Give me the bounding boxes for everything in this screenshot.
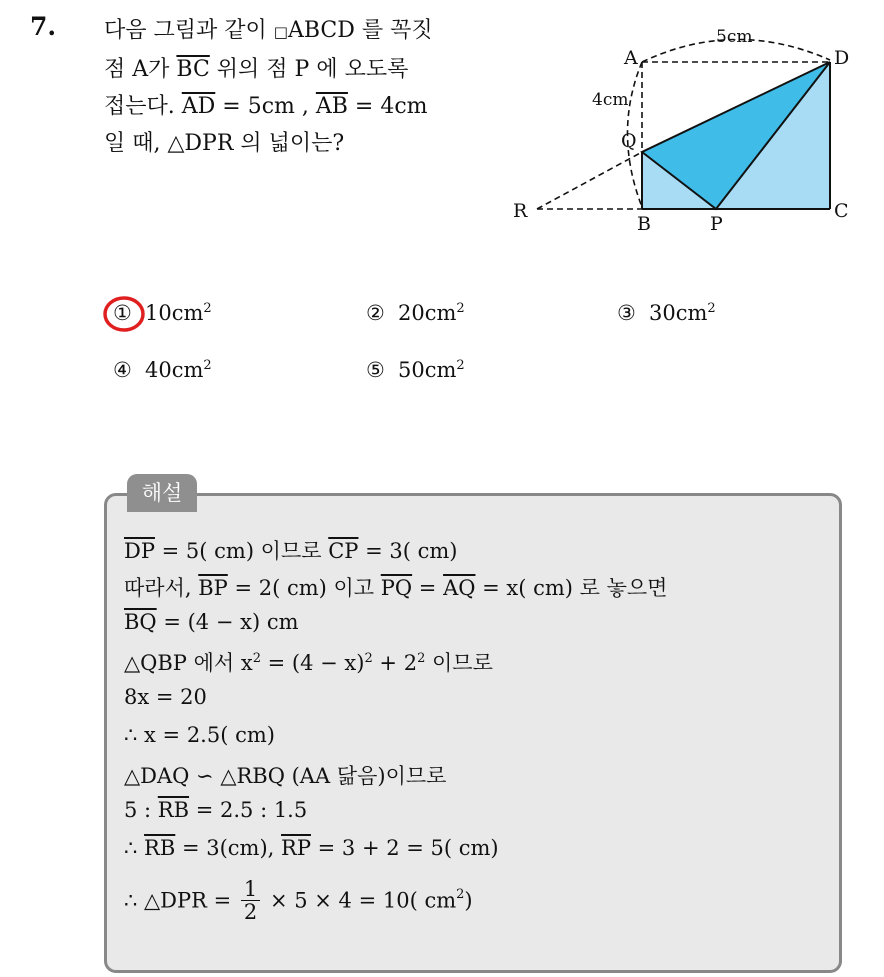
text: = 4cm	[347, 94, 428, 119]
segment: $\overline{BP}$	[198, 576, 228, 600]
text: ∴ △DPR =	[124, 888, 238, 913]
text: 위의 점 P 에 오도록	[209, 57, 409, 82]
solution-line-8	[124, 798, 307, 822]
solution-line-3	[124, 610, 299, 634]
text: = (4 − x)	[260, 651, 365, 675]
label-d: D	[834, 47, 850, 69]
text: )	[464, 888, 473, 913]
text: ABCD 를 꼭짓	[287, 18, 433, 43]
dashed-rq	[537, 152, 642, 209]
text: = 3(cm),	[175, 836, 282, 860]
question-line-4: 일 때, △DPR 의 넓이는?	[104, 131, 345, 156]
question-text	[104, 12, 494, 162]
choice-5-sup: 2	[456, 358, 465, 373]
segment: $\overline{AQ}$	[443, 576, 476, 600]
text: = 3( cm)	[358, 539, 458, 563]
choice-1-value: 10cm	[145, 301, 204, 325]
choice-1-mark: ①	[113, 301, 132, 325]
segment-ab: $\overline{AB}$	[315, 94, 348, 119]
choice-4[interactable]	[113, 358, 212, 382]
label-4cm: 4cm	[592, 90, 629, 110]
segment: $\overline{PQ}$	[380, 576, 413, 600]
choice-4-mark: ④	[113, 358, 132, 382]
choice-3[interactable]	[617, 301, 716, 325]
label-p: P	[710, 213, 723, 235]
choice-2-value: 20cm	[398, 301, 457, 325]
text: =	[412, 576, 444, 600]
text: 접는다.	[104, 94, 182, 119]
text: 따라서,	[124, 576, 199, 600]
choice-2[interactable]	[366, 301, 465, 325]
question-line-3	[104, 88, 494, 125]
numerator: 1	[241, 878, 260, 901]
label-a: A	[624, 47, 638, 69]
solution-line-5: 8x = 20	[124, 685, 207, 709]
segment: $\overline{CP}$	[328, 539, 359, 563]
choice-2-mark: ②	[366, 301, 385, 325]
solution-line-7: △DAQ ∽ △RBQ (AA 닮음)이므로	[124, 764, 447, 788]
text: = 2( cm) 이고	[227, 576, 381, 600]
choice-4-value: 40cm	[145, 358, 204, 382]
text: △QBP 에서 x	[124, 651, 253, 675]
question-line-2	[104, 51, 494, 88]
choice-5[interactable]	[366, 358, 465, 382]
choice-2-sup: 2	[456, 301, 465, 316]
question-line-1	[104, 12, 494, 51]
text: + 2	[372, 651, 418, 675]
question-number: 7.	[30, 12, 57, 41]
square-symbol: □	[273, 23, 288, 41]
choice-3-mark: ③	[617, 301, 636, 325]
text: = 3 + 2 = 5( cm)	[310, 836, 499, 860]
text: = 2.5 : 1.5	[189, 798, 308, 822]
text: = 5cm ,	[215, 94, 316, 119]
text: = 5( cm) 이므로	[154, 539, 329, 563]
text: 다음 그림과 같이	[104, 18, 274, 43]
text: 5 :	[124, 798, 158, 822]
text: 이므로	[425, 651, 493, 675]
segment: $\overline{RB}$	[157, 798, 190, 822]
choice-1-sup: 2	[203, 301, 212, 316]
choice-3-value: 30cm	[649, 301, 708, 325]
solution-line-2	[124, 572, 667, 602]
label-q: Q	[621, 130, 637, 152]
segment: $\overline{RP}$	[281, 836, 311, 860]
choice-3-sup: 2	[707, 301, 716, 316]
segment-ad: $\overline{AD}$	[181, 94, 216, 119]
label-c: C	[834, 200, 849, 222]
solution-line-6: ∴ x = 2.5( cm)	[124, 723, 275, 747]
text: ∴	[124, 836, 145, 860]
denominator: 2	[243, 900, 258, 924]
exponent: 2	[252, 651, 261, 666]
segment-bc: $\overline{BC}$	[176, 57, 210, 82]
fraction-one-half	[241, 878, 260, 923]
label-r: R	[513, 200, 528, 222]
geometry-figure	[505, 22, 865, 252]
choice-5-mark: ⑤	[366, 358, 385, 382]
exponent: 2	[417, 651, 426, 666]
segment: $\overline{DP}$	[124, 539, 155, 563]
solution-tab: 해설	[127, 474, 197, 512]
solution-line-10	[124, 878, 473, 923]
solution-line-1	[124, 535, 457, 565]
solution-line-4	[124, 647, 493, 677]
text: = (4 − x) cm	[156, 610, 299, 634]
label-b: B	[637, 213, 651, 235]
exponent: 2	[364, 651, 373, 666]
choice-1[interactable]	[113, 301, 212, 325]
choice-5-value: 50cm	[398, 358, 457, 382]
text: 점 A가	[104, 57, 177, 82]
label-5cm: 5cm	[716, 27, 753, 47]
segment: $\overline{BQ}$	[124, 610, 157, 634]
segment: $\overline{RB}$	[144, 836, 176, 860]
text: × 5 × 4 = 10( cm	[263, 888, 457, 913]
solution-line-9	[124, 836, 499, 860]
exponent: 2	[456, 887, 465, 902]
choice-4-sup: 2	[203, 358, 212, 373]
text: = x( cm) 로 놓으면	[475, 576, 668, 600]
